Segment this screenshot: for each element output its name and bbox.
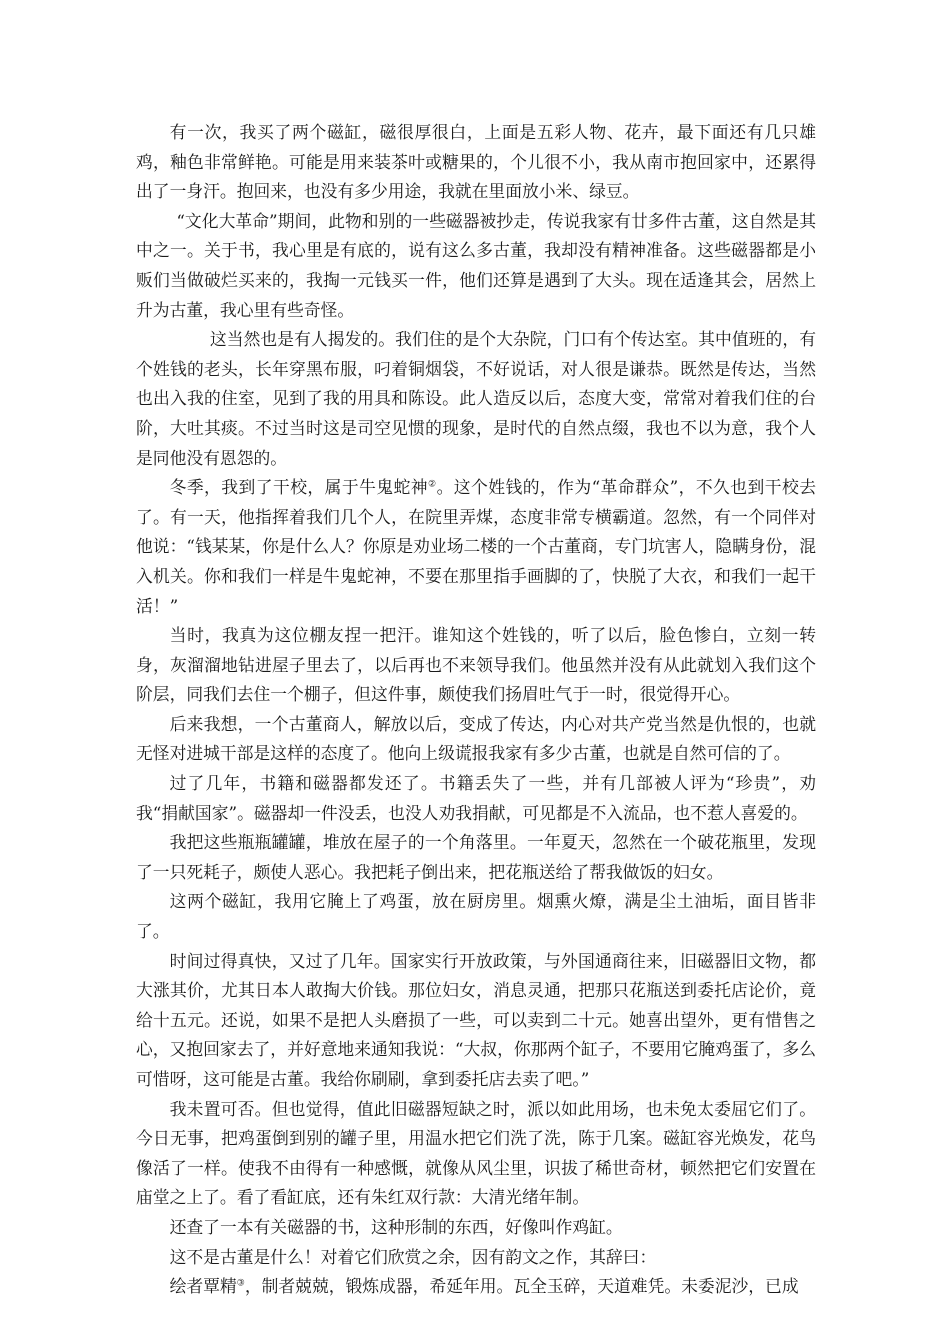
paragraph-6: 后来我想，一个古董商人，解放以后，变成了传达，内心对共产党当然是仇恨的，也就无怪对进城干部是这样的态度了。他向上级谎报我家有多少古董，也就是自然可信的了。 (136, 713, 816, 764)
paragraph-14 (136, 1272, 816, 1302)
paragraph-10: 时间过得真快，又过了几年。国家实行开放政策，与外国通商往来，旧磁器旧文物，都大涨其价，尤其日本人敢掏大价钱。那位妇女，消息灵通，把那只花瓶送到委托店论价，竟给十五元。还说，如果不是把人头磨损了一些，可以卖到二十元。她喜出望外，更有惜售之心，又抱回家去了，并好意地来通知我说：“大叔，你那两个缸子，不要用它腌鸡蛋了，多么可惜呀，这可能是古董。我给你刷刷，拿到委托店去卖了吧。” (136, 950, 816, 1089)
paragraph-12: 还查了一本有关磁器的书，这种形制的东西，好像叫作鸡缸。 (169, 1216, 623, 1237)
paragraph-2: “文化大革命”期间，此物和别的一些磁器被抄走，传说我家有廿多件古董，这自然是其中之一。关于书，我心里是有底的，说有这么多古董，我却没有精神准备。这些磁器都是小贩们当做破烂买来的，我掏一元钱买一件，他们还算是遇到了大头。现在适逢其会，居然上升为古董，我心里有些奇怪。 (136, 210, 816, 320)
paragraph-9: 这两个磁缸，我用它腌上了鸡蛋，放在厨房里。烟熏火燎，满是尘土油垢，面目皆非了。 (136, 891, 816, 942)
paragraph-13: 这不是古董是什么！对着它们欣赏之余，因有韵文之作，其辞曰： (169, 1246, 657, 1267)
paragraph-4 (136, 473, 816, 621)
paragraph-1: 有一次，我买了两个磁缸，磁很厚很白，上面是五彩人物、花卉，最下面还有几只雄鸡，釉色非常鲜艳。可能是用来装茶叶或糖果的，个儿很不小，我从南市抱回家中，还累得出了一身汗。抱回来，也没有多少用途，我就在里面放小米、绿豆。 (136, 122, 816, 202)
paragraph-14-text-after: ，制者兢兢，锻炼成器，希延年用。瓦全玉碎，天道难凭。未委泥沙，已成 (244, 1276, 799, 1297)
paragraph-4-text-before: 冬季，我到了干校，属于牛鬼蛇神 (169, 477, 429, 498)
paragraph-3: 这当然也是有人揭发的。我们住的是个大杂院，门口有个传达室。其中值班的，有个姓钱的老头，长年穿黑布服，叼着铜烟袋，不好说话，对人很是谦恭。既然是传达，当然也出入我的住室，见到了我的用具和陈设。此人造反以后，态度大变，常常对着我们住的台阶，大吐其痰。不过当时这是司空见惯的现象，是时代的自然点缀，我也不以为意，我个人是同他没有恩怨的。 (136, 329, 816, 468)
footnote-marker-2: ② (428, 479, 437, 490)
paragraph-7: 过了几年，书籍和磁器都发还了。书籍丢失了一些，并有几部被人评为“珍贵”，劝我“捐献国家”。磁器却一件没丢，也没人劝我捐献，可见都是不入流品，也不惹人喜爱的。 (136, 773, 816, 823)
paragraph-5: 当时，我真为这位棚友捏一把汗。谁知这个姓钱的，听了以后，脸色惨白，立刻一转身，灰溜溜地钻进屋子里去了，以后再也不来领导我们。他虽然并没有从此就划入我们这个阶层，同我们去住一个棚子，但这件事，颇使我们扬眉吐气于一时，很觉得开心。 (136, 625, 816, 705)
paragraph-11: 我未置可否。但也觉得，值此旧磁器短缺之时，派以如此用场，也未免太委屈它们了。今日无事，把鸡蛋倒到别的罐子里，用温水把它们洗了洗，陈于几案。磁缸容光焕发，花鸟像活了一样。使我不由得有一种感慨，就像从风尘里，识拔了稀世奇材，顿然把它们安置在庙堂之上了。看了看缸底，还有朱红双行款：大清光绪年制。 (136, 1098, 816, 1208)
paragraph-14-text-before: 绘者覃精 (169, 1276, 237, 1297)
paragraph-4-text-after: 。这个姓钱的，作为“革命群众”，不久也到干校去了。有一天，他指挥着我们几个人，在院里弄煤，态度非常专横霸道。忽然，有一个同伴对他说：“钱某某，你是什么人？你原是劝业场二楼的一个古董商，专门坑害人，隐瞒身份，混入机关。你和我们一样是牛鬼蛇神，不要在那里指手画脚的了，快脱了大衣，和我们一起干活！” (136, 477, 816, 616)
article-body (136, 118, 816, 1302)
paragraph-8: 我把这些瓶瓶罐罐，堆放在屋子的一个角落里。一年夏天，忽然在一个破花瓶里，发现了一只死耗子，颇使人恶心。我把耗子倒出来，把花瓶送给了帮我做饭的妇女。 (136, 832, 816, 882)
footnote-marker-3: ③ (236, 1278, 245, 1289)
